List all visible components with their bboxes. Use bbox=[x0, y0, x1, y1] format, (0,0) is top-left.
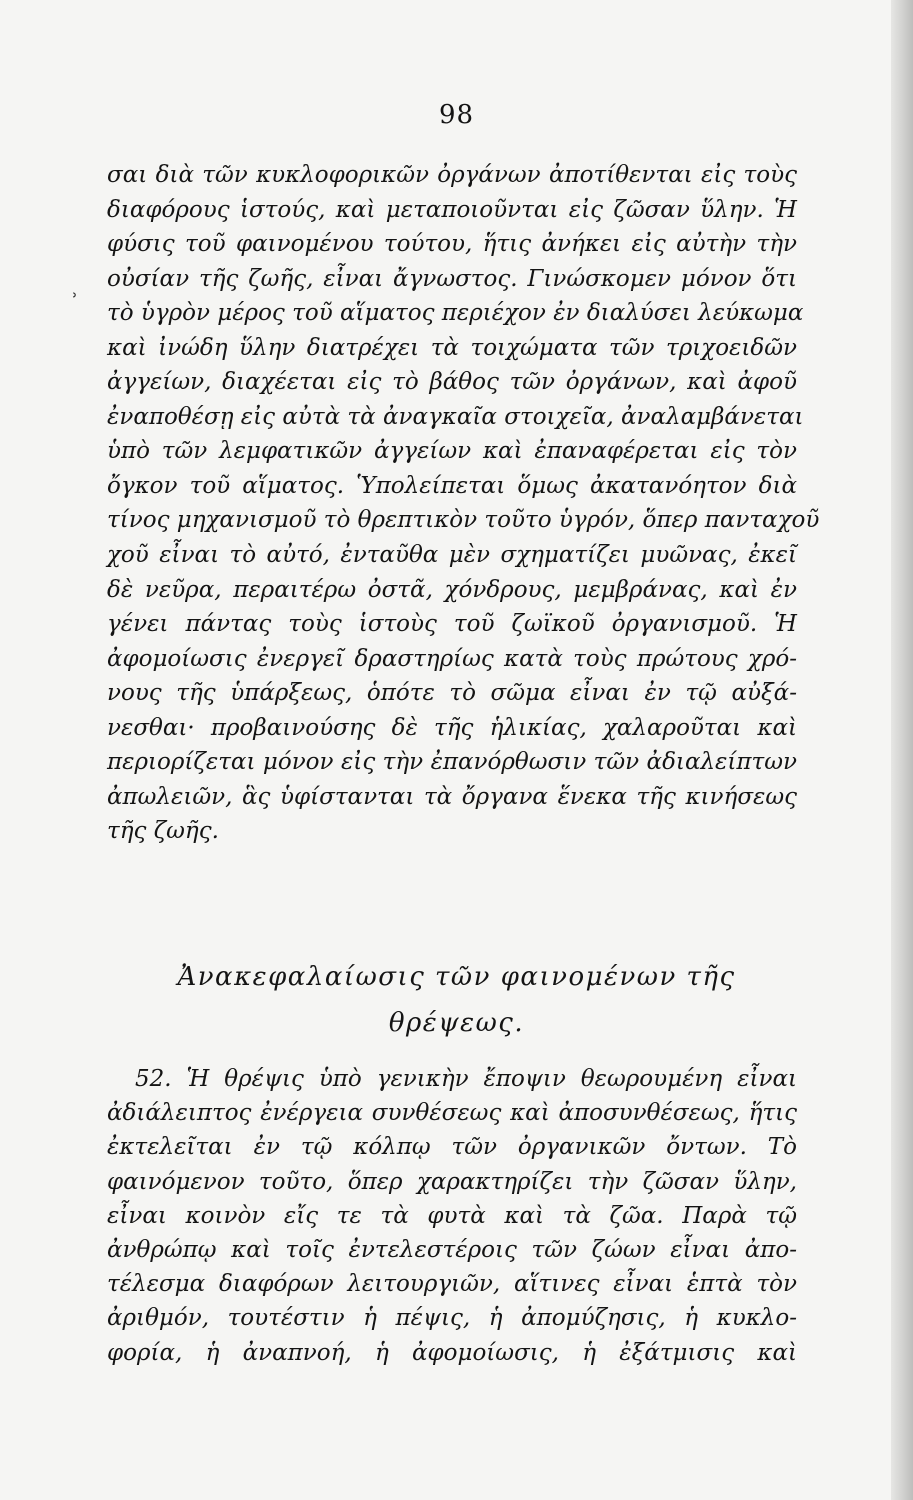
text-line: καὶ ἰνώδη ὕλην διατρέχει τὰ τοιχώματα τῶν τριχοειδῶν bbox=[107, 334, 797, 361]
paragraph-1 bbox=[107, 158, 820, 849]
text-line: δὲ νεῦρα, περαιτέρω ὀστᾶ, χόνδρους, μεμβράνας, καὶ ἐν bbox=[107, 576, 797, 603]
text-line: εἶναι κοινὸν εἴς τε τὰ φυτὰ καὶ τὰ ζῶα. Παρὰ τῷ bbox=[107, 1202, 797, 1229]
margin-mark: ʾ bbox=[72, 288, 79, 312]
text-line: φαινόμενον τοῦτο, ὅπερ χαρακτηρίζει τὴν ζῶσαν ὕλην, bbox=[107, 1168, 797, 1195]
text-line: ἀπωλειῶν, ἃς ὑφίστανται τὰ ὄργανα ἕνεκα τῆς κινήσεως bbox=[107, 783, 797, 810]
text-line: ἐναποθέσῃ εἰς αὐτὰ τὰ ἀναγκαῖα στοιχεῖα, ἀναλαμβάνεται bbox=[107, 403, 804, 430]
section-heading-continued: θρέψεως. bbox=[388, 1008, 525, 1038]
text-line: ἀγγείων, διαχέεται εἰς τὸ βάθος τῶν ὀργάνων, καὶ ἀφοῦ bbox=[107, 369, 797, 396]
text-line: 52. Ἡ θρέψις ὑπὸ γενικὴν ἔποψιν θεωρουμένη εἶναι bbox=[135, 1066, 797, 1092]
text-line: τέλεσμα διαφόρων λειτουργιῶν, αἵτινες εἶναι ἑπτὰ τὸν bbox=[107, 1271, 797, 1298]
text-line: διαφόρους ἱστούς, καὶ μεταποιοῦνται εἰς ζῶσαν ὕλην. Ἡ bbox=[107, 196, 797, 223]
text-line: τὸ ὑγρὸν μέρος τοῦ αἵματος περιέχον ἐν διαλύσει λεύκωμα bbox=[107, 300, 804, 327]
text-line: φύσις τοῦ φαινομένου τούτου, ἥτις ἀνήκει εἰς αὐτὴν τὴν bbox=[107, 231, 797, 258]
text-line: οὐσίαν τῆς ζωῆς, εἶναι ἄγνωστος. Γινώσκομεν μόνον ὅτι bbox=[107, 265, 797, 292]
text-line: νους τῆς ὑπάρξεως, ὁπότε τὸ σῶμα εἶναι ἐν τῷ αὐξά- bbox=[107, 680, 797, 707]
text-line: τῆς ζωῆς. bbox=[107, 818, 219, 845]
paragraph-2 bbox=[107, 1062, 797, 1370]
text-line: ἀριθμόν, τουτέστιν ἡ πέψις, ἡ ἀπομύζησις, ἡ κυκλο- bbox=[107, 1305, 797, 1332]
text-line: τίνος μηχανισμοῦ τὸ θρεπτικὸν τοῦτο ὑγρόν, ὅπερ πανταχοῦ bbox=[107, 507, 820, 534]
text-line: νεσθαι· προβαινούσης δὲ τῆς ἡλικίας, χαλαροῦται καὶ bbox=[107, 714, 797, 741]
text-line: σαι διὰ τῶν κυκλοφορικῶν ὀργάνων ἀποτίθενται εἰς τοὺς bbox=[107, 162, 797, 188]
text-line: ἀνθρώπῳ καὶ τοῖς ἐντελεστέροις τῶν ζώων εἶναι ἀπο- bbox=[107, 1236, 797, 1263]
text-line: χοῦ εἶναι τὸ αὐτό, ἐνταῦθα μὲν σχηματίζει μυῶνας, ἐκεῖ bbox=[107, 542, 797, 569]
text-line: ἀφομοίωσις ἐνεργεῖ δραστηρίως κατὰ τοὺς πρώτους χρό- bbox=[107, 645, 797, 672]
page-edge-shadow bbox=[891, 0, 913, 1500]
text-line: ἀδιάλειπτος ἐνέργεια συνθέσεως καὶ ἀποσυνθέσεως, ἥτις bbox=[107, 1100, 797, 1127]
text-line: ὑπὸ τῶν λεμφατικῶν ἀγγείων καὶ ἐπαναφέρεται εἰς τὸν bbox=[107, 438, 797, 465]
page-number: 98 bbox=[438, 100, 475, 130]
text-line: περιορίζεται μόνον εἰς τὴν ἐπανόρθωσιν τῶν ἀδιαλείπτων bbox=[107, 749, 797, 776]
text-line: ἐκτελεῖται ἐν τῷ κόλπῳ τῶν ὀργανικῶν ὄντων. Τὸ bbox=[107, 1134, 797, 1161]
text-line: ὄγκον τοῦ αἵματος. Ὑπολείπεται ὅμως ἀκατανόητον διὰ bbox=[107, 472, 797, 499]
text-line: φορία, ἡ ἀναπνοή, ἡ ἀφομοίωσις, ἡ ἐξάτμισις καὶ bbox=[107, 1339, 797, 1366]
section-heading: Ἀνακεφαλαίωσις τῶν φαινομένων τῆς bbox=[177, 962, 736, 992]
text-line: γένει πάντας τοὺς ἱστοὺς τοῦ ζωϊκοῦ ὀργανισμοῦ. Ἡ bbox=[107, 611, 797, 638]
